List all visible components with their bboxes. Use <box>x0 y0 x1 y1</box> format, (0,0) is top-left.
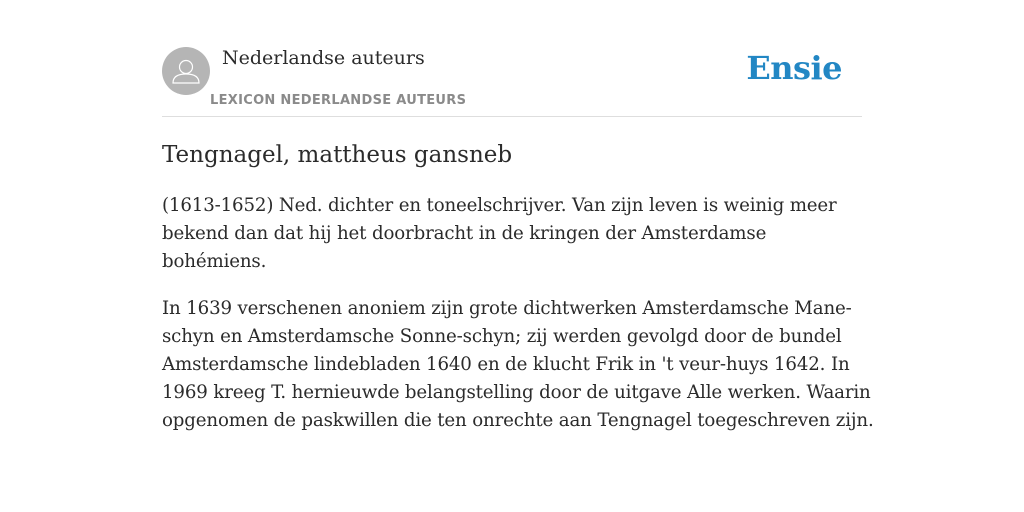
author-name[interactable]: Nederlandse auteurs <box>222 47 425 69</box>
ensie-logo[interactable]: Ensie <box>746 49 842 87</box>
user-silhouette-icon <box>162 47 210 95</box>
author-avatar[interactable] <box>162 47 210 95</box>
entry-body <box>162 192 874 454</box>
entry-paragraph: In 1639 verschenen anoniem zijn grote dichtwerken Amsterdamsche Mane-schyn en Amsterdamsche Sonne-schyn; zij werden gevolgd door de bundel Amsterdamsche lindebladen 1640 en de klucht Frik in 't veur-huys 1642. In 1969 kreeg T. hernieuwde belangstelling door de uitgave Alle werken. Waarin opgenomen de paskwillen die ten onrechte aan Tengnagel toegeschreven zijn. <box>162 298 874 431</box>
source-label[interactable]: LEXICON NEDERLANDSE AUTEURS <box>210 93 467 108</box>
entry-header <box>162 0 862 117</box>
page-container <box>162 0 874 431</box>
entry-title: Tengnagel, mattheus gansneb <box>162 142 513 168</box>
entry-paragraph: (1613-1652) Ned. dichter en toneelschrijver. Van zijn leven is weinig meer bekend dan dat hij het doorbracht in de kringen der Amsterdamse bohémiens. <box>162 195 837 272</box>
